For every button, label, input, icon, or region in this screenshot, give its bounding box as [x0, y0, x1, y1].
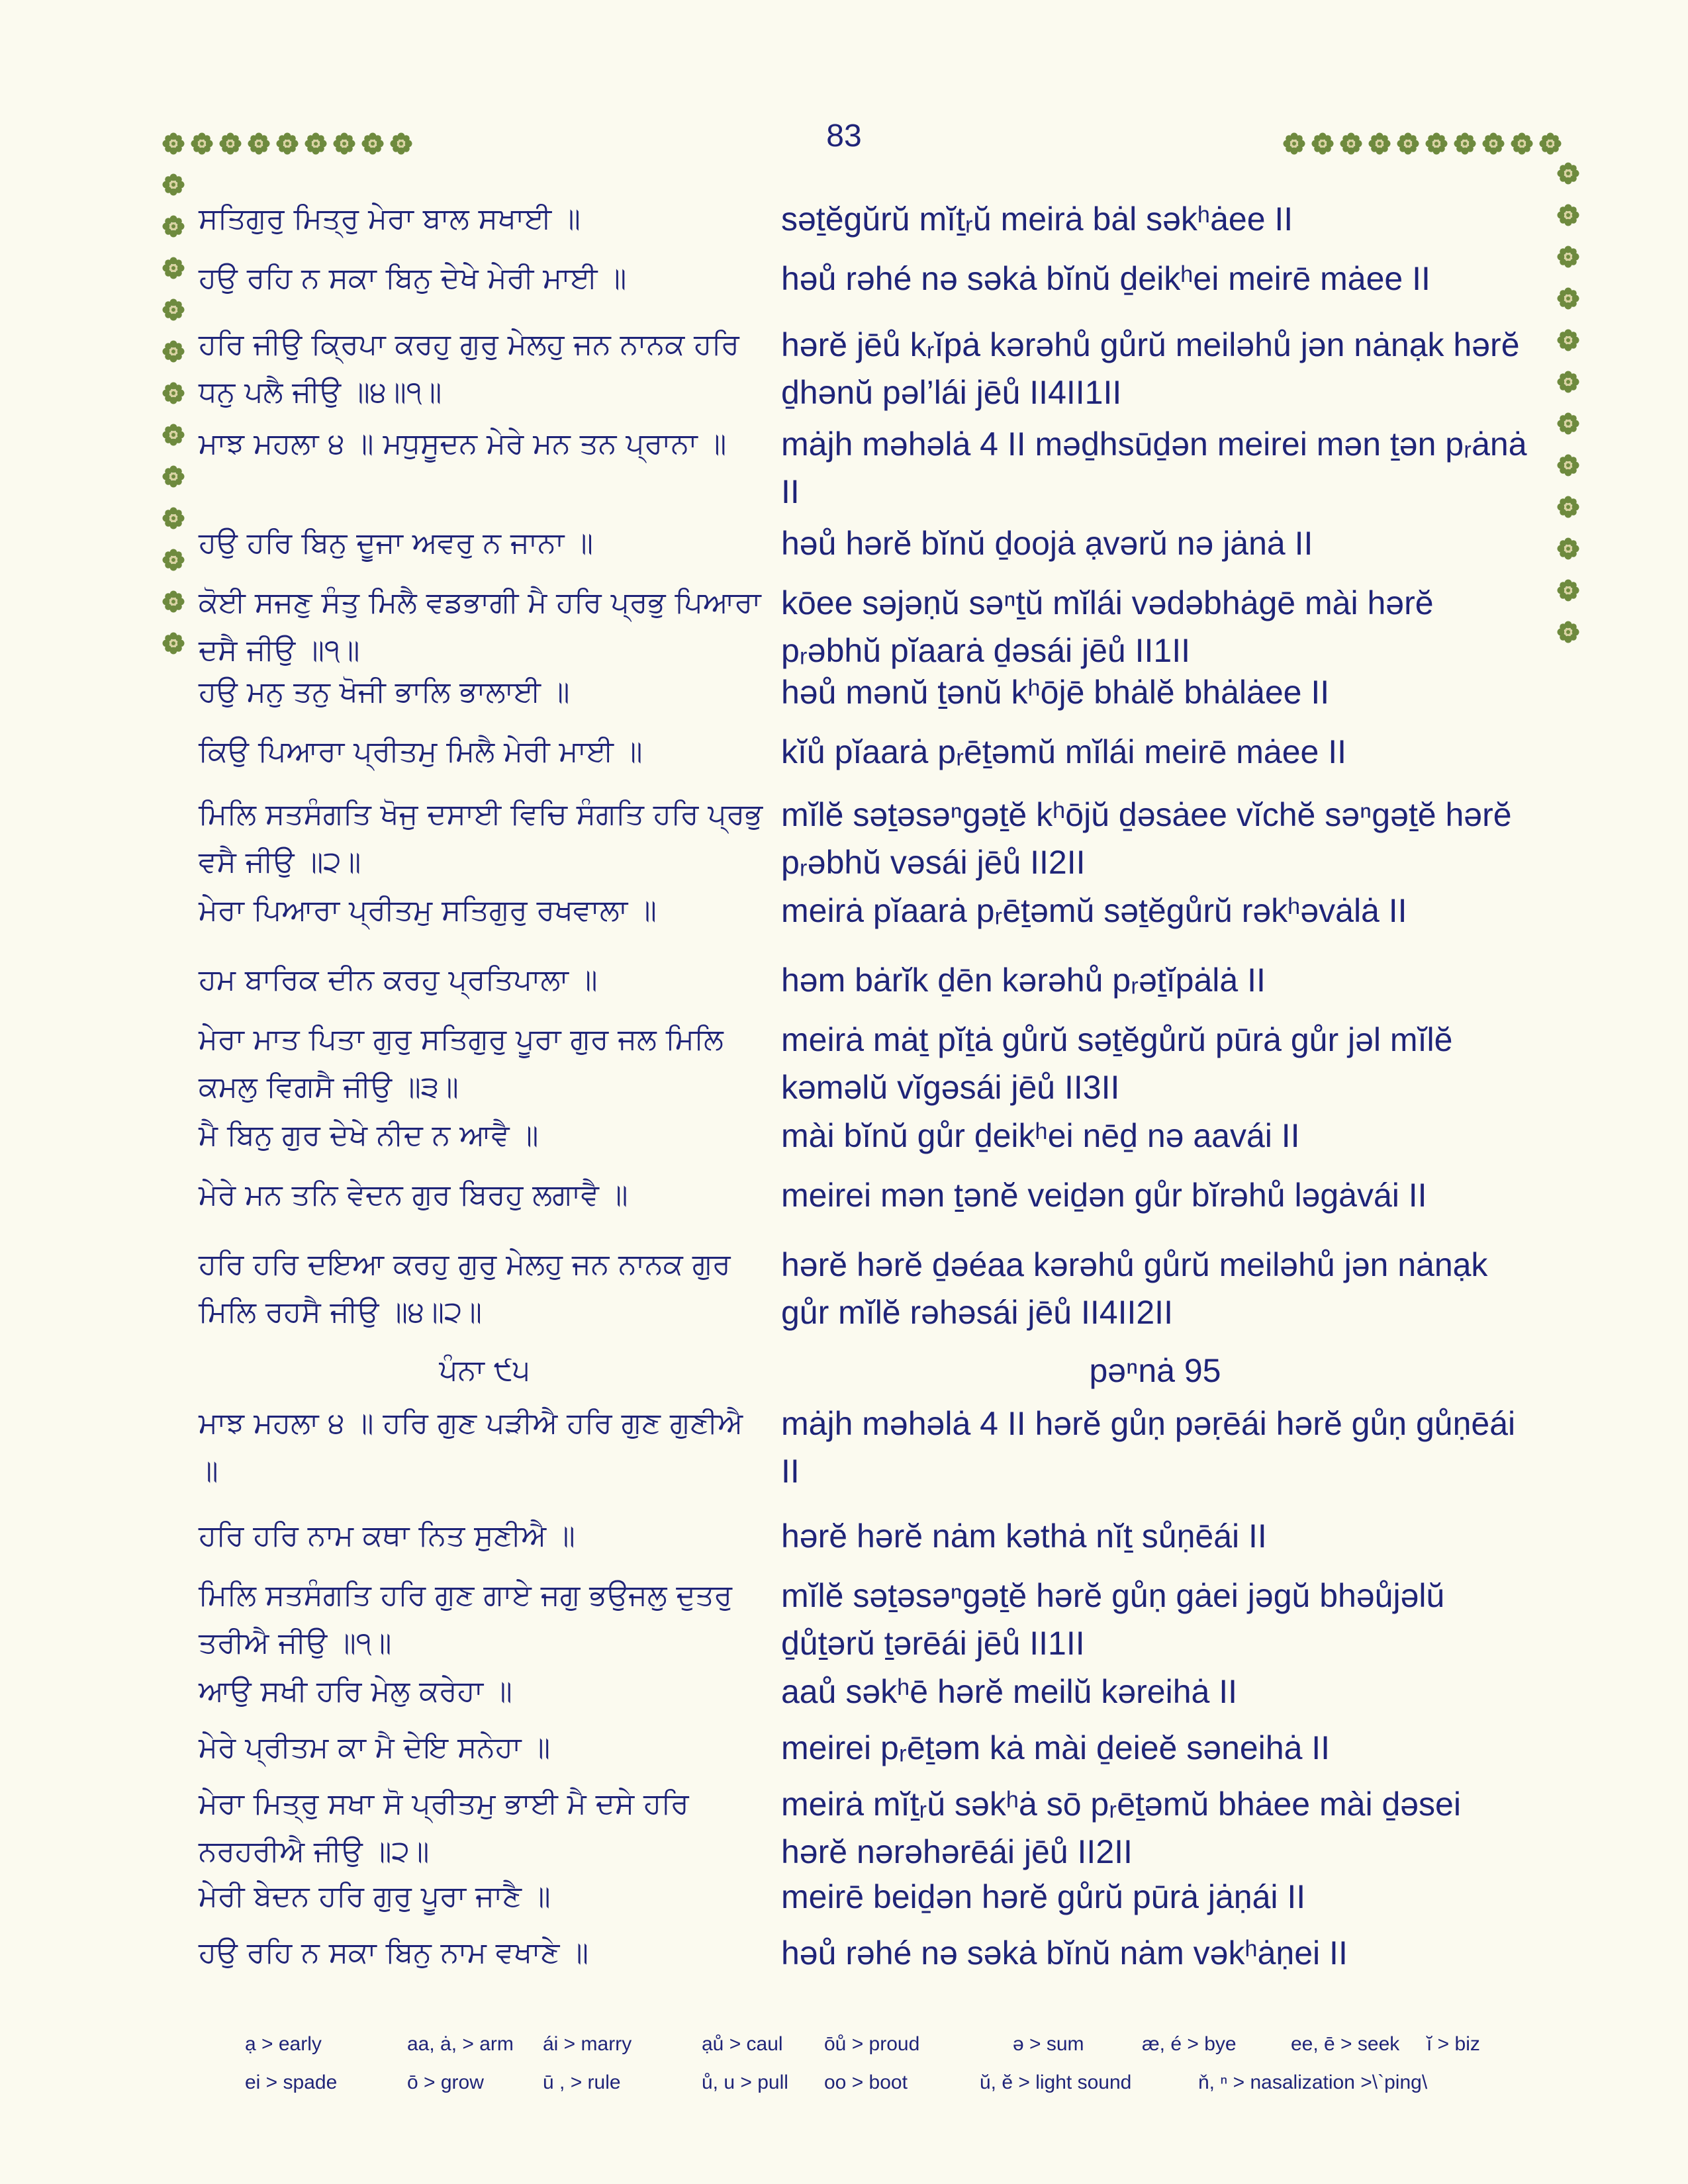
transliteration-text: meirȧ mĭṯᵣŭ səkʰȧ sō pᵣēṯəmŭ bhȧee mài ḏəsei hərĕ nərəhərēái jēů II2II: [781, 1786, 1470, 1870]
flower-icon: [162, 298, 185, 321]
verse-row: [199, 791, 1536, 886]
verse-row: [199, 1171, 1536, 1219]
flower-icon: [162, 549, 185, 571]
page-reference-row: [199, 1347, 1536, 1394]
flower-icon: [219, 132, 242, 155]
transliteration-text: həů hərĕ bĭnŭ ḏoojȧ ạvərŭ nə jȧnȧ II: [781, 525, 1313, 562]
flower-icon: [1368, 132, 1391, 155]
verse-row: [199, 520, 1536, 567]
legend-item: ạ > early: [245, 2033, 322, 2055]
flower-icon: [162, 132, 185, 155]
gurmukhi-text: ਮੇਰਾ ਮਿਤ੍ਰੁ ਸਖਾ ਸੋ ਪ੍ਰੀਤਮੁ ਭਾਈ ਮੈ ਦਸੇ ਹਰਿ ਨਰਹਰੀਐ ਜੀਉ ॥੨॥: [199, 1787, 689, 1868]
legend-item: ĭ > biz: [1427, 2033, 1480, 2055]
verse-row: [199, 887, 1536, 934]
flower-icon: [248, 132, 270, 155]
transliteration-text: mĭlĕ səṯəsəⁿgəṯĕ hərĕ gůṇ gȧei jəgŭ bhəůjəlŭ ḏůṯərŭ ṯərēái jēů II1II: [781, 1577, 1454, 1662]
gurmukhi-text: ਮੇਰੇ ਪ੍ਰੀਤਮ ਕਾ ਮੈ ਦੇਇ ਸਨੇਹਾ ॥: [199, 1731, 551, 1764]
flower-icon: [1425, 132, 1448, 155]
flower-icon: [1557, 246, 1579, 268]
gurmukhi-text: ਆਉ ਸਖੀ ਹਰਿ ਮੇਲੁ ਕਰੇਹਾ ॥: [199, 1674, 512, 1708]
transliteration-text: hərĕ hərĕ ḏəéaa kərəhů gůrŭ meiləhů jən nȧnạk gůr mĭlĕ rəhəsái jēů II4II2II: [781, 1246, 1497, 1331]
flower-icon: [162, 424, 185, 446]
gurmukhi-text: ਹਰਿ ਹਰਿ ਨਾਮ ਕਥਾ ਨਿਤ ਸੁਣੀਐ ॥: [199, 1519, 575, 1553]
flower-icon: [333, 132, 355, 155]
flower-icon: [1557, 329, 1579, 351]
page-number: 83: [826, 118, 862, 154]
flower-icon: [1482, 132, 1505, 155]
verse-row: [199, 728, 1536, 776]
flower-icon: [1283, 132, 1305, 155]
legend-item: oo > boot: [824, 2071, 908, 2093]
verse-row: [199, 956, 1536, 1004]
verse-row: [199, 420, 1536, 510]
gurmukhi-text: ਕਿਉ ਪਿਆਰਾ ਪ੍ਰੀਤਮੁ ਮਿਲੈ ਮੇਰੀ ਮਾਈ ॥: [199, 735, 643, 768]
verse-row: [199, 1512, 1536, 1560]
flower-icon: [305, 132, 327, 155]
gurmukhi-text: ਹਮ ਬਾਰਿਕ ਦੀਨ ਕਰਹੁ ਪ੍ਰਤਿਪਾਲਾ ॥: [199, 963, 598, 997]
verse-row: [199, 321, 1536, 416]
verse-row: [199, 1400, 1536, 1495]
gurmukhi-text: ਮਿਲਿ ਸਤਸੰਗਤਿ ਖੋਜੁ ਦਸਾਈ ਵਿਚਿ ਸੰਗਤਿ ਹਰਿ ਪ੍ਰਭੁ ਵਸੈ ਜੀਉ ॥੨॥: [199, 797, 763, 879]
pronunciation-legend: [245, 2025, 1489, 2102]
transliteration-text: kĭů pĭaarȧ pᵣēṯəmŭ mĭlái meirē mȧee II: [781, 733, 1347, 770]
flower-icon: [162, 173, 185, 196]
verse-row: [199, 1241, 1536, 1336]
verse-row: [199, 1668, 1536, 1715]
flower-icon: [1557, 204, 1579, 226]
flower-icon: [191, 132, 213, 155]
gurmukhi-text: ਪੰਨਾ ੯੫: [439, 1353, 530, 1387]
gurmukhi-text: ਮੇਰਾ ਮਾਤ ਪਿਤਾ ਗੁਰੁ ਸਤਿਗੁਰੁ ਪੂਰਾ ਗੁਰ ਜਲ ਮਿਲਿ ਕਮਲੁ ਵਿਗਸੈ ਜੀਉ ॥੩॥: [199, 1023, 724, 1104]
flower-icon: [162, 465, 185, 488]
transliteration-text: həů mənŭ ṯənŭ kʰōjē bhȧlĕ bhȧlȧee II: [781, 674, 1330, 711]
verse-row: [199, 1112, 1536, 1160]
transliteration-text: meirē beiḏən hərĕ gůrŭ pūrȧ jȧṇái II: [781, 1878, 1306, 1915]
legend-item: ŭ, ĕ > light sound: [980, 2071, 1132, 2093]
legend-item: ə > sum: [1013, 2033, 1084, 2055]
verse-row: [199, 1873, 1536, 1921]
verse-row: [199, 1929, 1536, 1977]
flower-icon: [390, 132, 412, 155]
gurmukhi-text: ਮਿਲਿ ਸਤਸੰਗਤਿ ਹਰਿ ਗੁਣ ਗਾਏ ਜਗੁ ਭਉਜਲੁ ਦੁਤਰੁ ਤਰੀਐ ਜੀਉ ॥੧॥: [199, 1578, 733, 1660]
gurmukhi-text: ਹਰਿ ਹਰਿ ਦਇਆ ਕਰਹੁ ਗੁਰੁ ਮੇਲਹੁ ਜਨ ਨਾਨਕ ਗੁਰ ਮਿਲਿ ਰਹਸੈ ਜੀਉ ॥੪॥੨॥: [199, 1248, 731, 1329]
flower-icon: [162, 590, 185, 613]
gurmukhi-text: ਮੇਰੀ ਬੇਦਨ ਹਰਿ ਗੁਰੁ ਪੂਰਾ ਜਾਣੈ ॥: [199, 1880, 551, 1913]
transliteration-text: mĭlĕ səṯəsəⁿgəṯĕ kʰōjŭ ḏəsȧee vĭchĕ səⁿgəṯĕ hərĕ pᵣəbhŭ vəsái jēů II2II: [781, 796, 1521, 881]
gurmukhi-text: ਹਉ ਮਨੁ ਤਨੁ ਖੋਜੀ ਭਾਲਿ ਭਾਲਾਈ ॥: [199, 675, 570, 709]
flower-icon: [1557, 579, 1579, 602]
flower-icon: [162, 257, 185, 279]
flower-icon: [162, 215, 185, 238]
transliteration-text: həm bȧrĭk ḏēn kərəhů pᵣəṯĭpȧlȧ II: [781, 962, 1266, 999]
transliteration-text: meirei mən ṯənĕ veiḏən gůr bĭrəhů ləgȧvái II: [781, 1177, 1427, 1214]
legend-item: ū , > rule: [543, 2071, 621, 2093]
legend-row: [245, 2064, 1489, 2102]
flower-icon: [1557, 454, 1579, 477]
transliteration-text: həů rəhé nə səkȧ bĭnŭ nȧm vəkʰȧṇei II: [781, 1934, 1348, 1972]
flower-icon: [1311, 132, 1334, 155]
flower-icon: [361, 132, 384, 155]
legend-item: ōů > proud: [824, 2033, 920, 2055]
flower-icon: [1557, 621, 1579, 643]
flower-icon: [1397, 132, 1419, 155]
legend-item: ů, u > pull: [702, 2071, 788, 2093]
transliteration-text: hərĕ jēů kᵣĭpȧ kərəhů gůrŭ meiləhů jən nȧnạk hərĕ ḏhənŭ pəl’lái jēů II4II1II: [781, 326, 1529, 411]
legend-item: æ, é > bye: [1142, 2033, 1237, 2055]
flower-icon: [276, 132, 299, 155]
flower-icon: [1557, 412, 1579, 435]
verse-row: [199, 195, 1536, 243]
transliteration-text: mài bĭnŭ gůr ḏeikʰei nēḏ nə aavái II: [781, 1117, 1300, 1154]
transliteration-text: meirȧ pĭaarȧ pᵣēṯəmŭ səṯĕgůrŭ rəkʰəvȧlȧ II: [781, 892, 1407, 929]
gurmukhi-text: ਮੇਰੇ ਮਨ ਤਨਿ ਵੇਦਨ ਗੁਰ ਬਿਰਹੁ ਲਗਾਵੈ ॥: [199, 1178, 628, 1212]
transliteration-text: mȧjh məhəlȧ 4 II məḏhsūḏən meirei mən ṯən pᵣȧnȧ II: [781, 426, 1536, 510]
flower-icon: [162, 507, 185, 529]
gurmukhi-text: ਮੇਰਾ ਪਿਆਰਾ ਪ੍ਰੀਤਮੁ ਸਤਿਗੁਰੁ ਰਖਵਾਲਾ ॥: [199, 893, 657, 927]
transliteration-text: kōee səjəṇŭ səⁿṯŭ mĭlái vədəbhȧgē mài hərĕ pᵣəbhŭ pĭaarȧ ḏəsái jēů II1II: [781, 584, 1443, 669]
transliteration-text: meirȧ mȧṯ pĭṯȧ gůrŭ səṯĕgůrŭ pūrȧ gůr jəl mĭlĕ kəməlŭ vĭgəsái jēů II3II: [781, 1021, 1462, 1106]
flower-icon: [162, 340, 185, 363]
flower-icon: [1511, 132, 1533, 155]
transliteration-text: aaů səkʰē hərĕ meilŭ kəreihȧ II: [781, 1673, 1237, 1710]
transliteration-text: həů rəhé nə səkȧ bĭnŭ ḏeikʰei meirē mȧee II: [781, 260, 1430, 297]
legend-item: ō > grow: [407, 2071, 484, 2093]
verse-row: [199, 1780, 1536, 1876]
flower-icon: [1557, 496, 1579, 518]
flower-icon: [1557, 371, 1579, 393]
legend-item: ee, ē > seek: [1291, 2033, 1400, 2055]
verse-row: [199, 579, 1536, 674]
flower-icon: [1454, 132, 1476, 155]
flower-icon: [1557, 287, 1579, 310]
verse-row: [199, 255, 1536, 302]
gurmukhi-text: ਮਾਝ ਮਹਲਾ ੪ ॥ ਮਧੁਸੂਦਨ ਮੇਰੇ ਮਨ ਤਨ ਪ੍ਰਾਨਾ ॥: [199, 427, 727, 461]
flower-icon: [1557, 162, 1579, 185]
legend-item: ň, ⁿ > nasalization >\`ping\: [1198, 2071, 1428, 2093]
gurmukhi-text: ਹਉ ਹਰਿ ਬਿਨੁ ਦੂਜਾ ਅਵਰੁ ਨ ਜਾਨਾ ॥: [199, 526, 593, 560]
flower-icon: [1557, 537, 1579, 560]
legend-item: ái > marry: [543, 2033, 632, 2055]
flower-icon: [162, 382, 185, 404]
verse-row: [199, 1572, 1536, 1667]
flower-icon: [162, 632, 185, 655]
transliteration-text: mȧjh məhəlȧ 4 II hərĕ gůṇ pəṛēái hərĕ gůṇ gůṇēái II: [781, 1405, 1525, 1490]
transliteration-text: meirei pᵣēṯəm kȧ mài ḏeieĕ səneihȧ II: [781, 1729, 1331, 1766]
verse-row: [199, 1016, 1536, 1111]
legend-row: [245, 2025, 1489, 2064]
gurmukhi-text: ਹਉ ਰਹਿ ਨ ਸਕਾ ਬਿਨੁ ਨਾਮ ਵਖਾਣੇ ॥: [199, 1936, 589, 1970]
transliteration-text: səṯĕgŭrŭ mĭṯᵣŭ meirȧ bȧl səkʰȧee II: [781, 201, 1293, 238]
verse-row: [199, 668, 1536, 716]
legend-item: ạů > caul: [702, 2033, 783, 2055]
gurmukhi-text: ਮਾਝ ਮਹਲਾ ੪ ॥ ਹਰਿ ਗੁਣ ਪੜੀਐ ਹਰਿ ਗੁਣ ਗੁਣੀਐ ॥: [199, 1406, 743, 1488]
flower-icon: [1539, 132, 1562, 155]
gurmukhi-text: ਸਤਿਗੁਰੁ ਮਿਤ੍ਰੁ ਮੇਰਾ ਬਾਲ ਸਖਾਈ ॥: [199, 202, 581, 236]
gurmukhi-text: ਹਉ ਰਹਿ ਨ ਸਕਾ ਬਿਨੁ ਦੇਖੇ ਮੇਰੀ ਮਾਈ ॥: [199, 261, 627, 295]
verse-row: [199, 1724, 1536, 1772]
gurmukhi-text: ਹਰਿ ਜੀਉ ਕ੍ਰਿਪਾ ਕਰਹੁ ਗੁਰੁ ਮੇਲਹੁ ਜਨ ਨਾਨਕ ਹਰਿ ਧਨੁ ਪਲੈ ਜੀਉ ॥੪॥੧॥: [199, 328, 739, 409]
gurmukhi-text: ਮੈ ਬਿਨੁ ਗੁਰ ਦੇਖੇ ਨੀਦ ਨ ਆਵੈ ॥: [199, 1118, 539, 1152]
legend-item: ei > spade: [245, 2071, 338, 2093]
legend-item: aa, ȧ, > arm: [407, 2033, 514, 2055]
gurmukhi-text: ਕੋਈ ਸਜਣੁ ਸੰਤੁ ਮਿਲੈ ਵਡਭਾਗੀ ਮੈ ਹਰਿ ਪ੍ਰਭੁ ਪਿਆਰਾ ਦਸੈ ਜੀਉ ॥੧॥: [199, 586, 761, 667]
transliteration-text: hərĕ hərĕ nȧm kəthȧ nĭṯ sůṇēái II: [781, 1518, 1267, 1555]
flower-icon: [1340, 132, 1362, 155]
transliteration-text: pəⁿnȧ 95: [1089, 1352, 1221, 1389]
